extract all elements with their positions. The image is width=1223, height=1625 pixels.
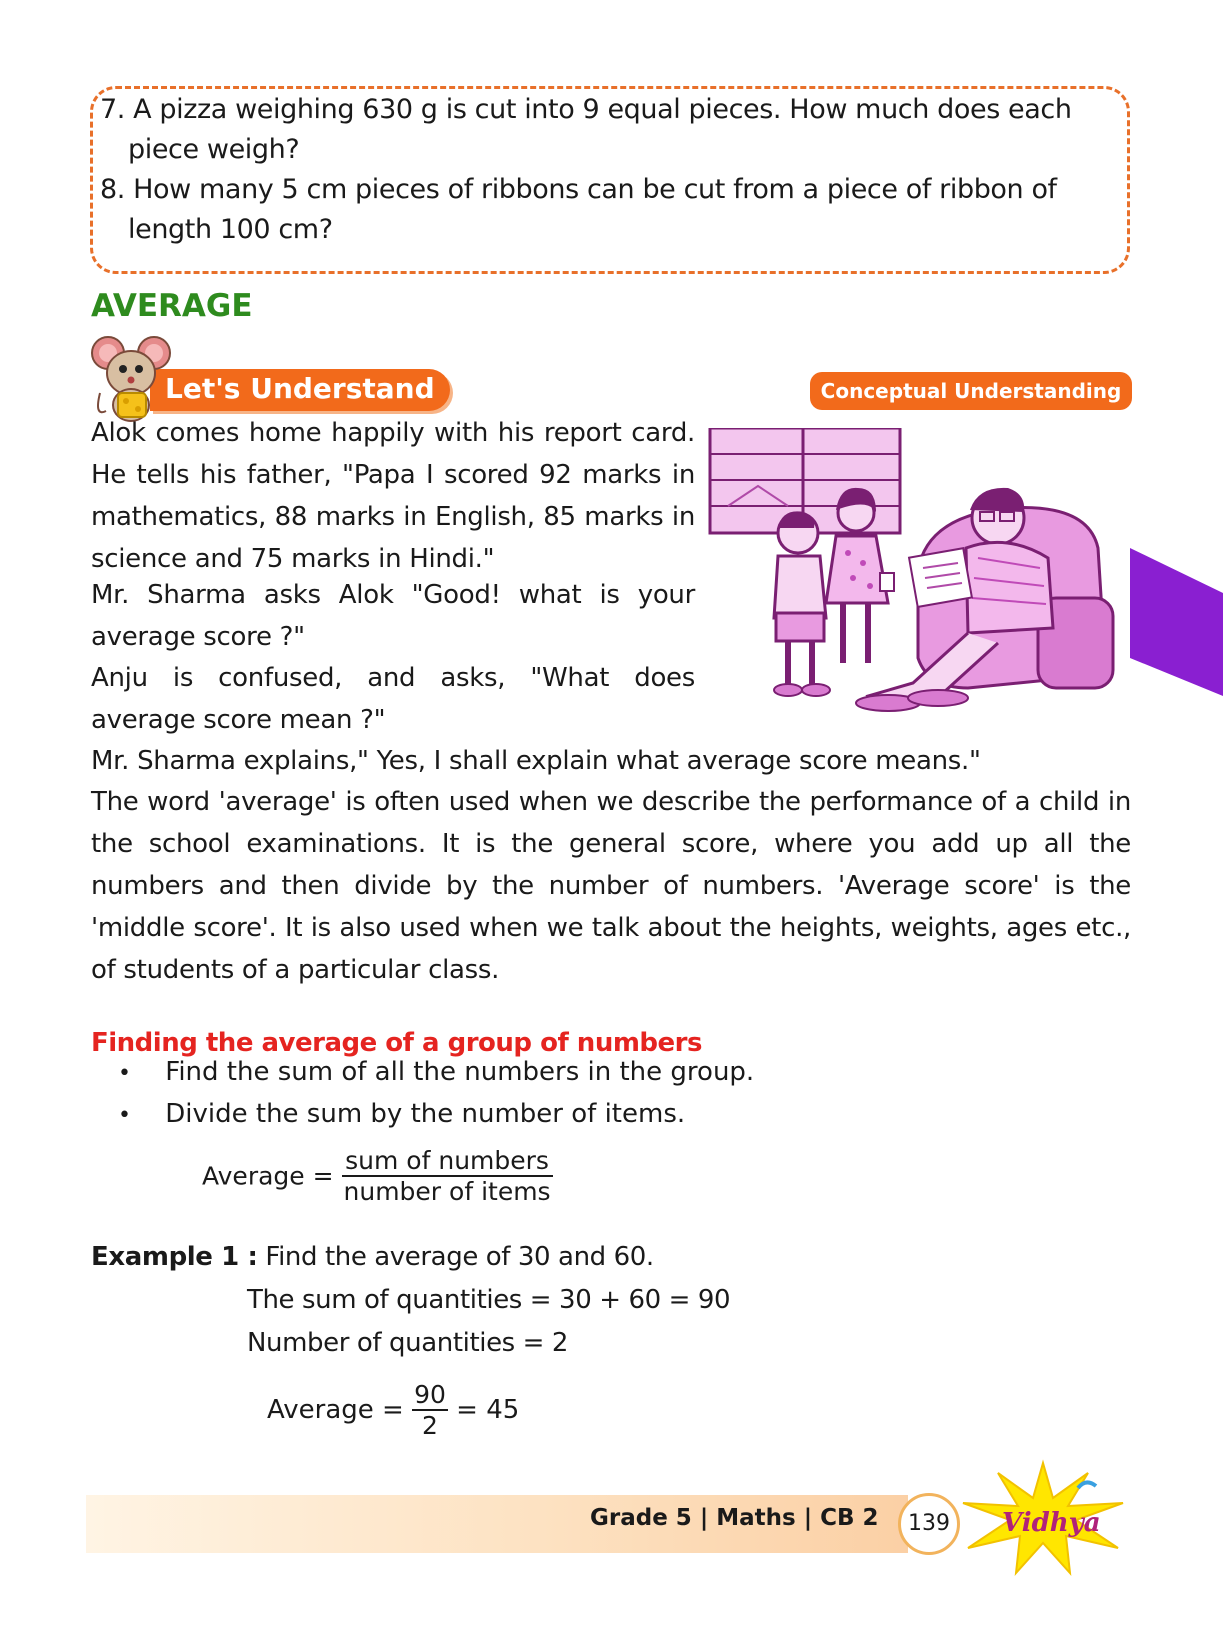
story-paragraph-2: Mr. Sharma asks Alok "Good! what is your average score ?" — [91, 580, 695, 652]
bullet-text-1: Find the sum of all the numbers in the group. — [165, 1057, 755, 1087]
page-number: 139 — [898, 1493, 960, 1555]
story-paragraph-4: Mr. Sharma explains," Yes, I shall explain what average score means." — [91, 746, 981, 776]
example-1 — [91, 1242, 654, 1272]
bullet-dot-icon: • — [118, 1061, 131, 1086]
example-denominator: 2 — [422, 1411, 438, 1440]
example-fraction — [412, 1380, 448, 1440]
story-paragraph-5: The word 'average' is often used when we describe the performance of a child in the school examinations. It is the general score, where you add up all the numbers and then divide by the number of numbers. 'Average score' is the 'middle score'. It is also used when we talk about the heights, weights, ages etc., of students of a particular class. — [91, 787, 1131, 985]
story-paragraph-1: Alok comes home happily with his report card. He tells his father, "Papa I scored 92 marks in mathematics, 88 marks in English, 85 marks in science and 75 marks in Hindi." — [91, 418, 695, 574]
mouse-mascot-icon — [88, 333, 176, 423]
example-question: Find the average of 30 and 60. — [265, 1242, 654, 1272]
example-label: Example 1 : — [91, 1242, 258, 1272]
side-page-tab — [1130, 548, 1223, 696]
question-8-line1: 8. How many 5 cm pieces of ribbons can be cut from a piece of ribbon of — [100, 174, 1057, 205]
example-sum-line: The sum of quantities = 30 + 60 = 90 — [247, 1285, 731, 1315]
example-count-line: Number of quantities = 2 — [247, 1328, 569, 1358]
average-formula — [202, 1146, 553, 1206]
logo-label: Vidhya — [1002, 1508, 1101, 1538]
formula-denominator: number of items — [343, 1177, 551, 1206]
formula-fraction — [342, 1146, 553, 1206]
footer-text: Grade 5 | Maths | CB 2 — [590, 1505, 879, 1531]
example-average-lhs: Average = — [267, 1395, 404, 1425]
example-numerator: 90 — [414, 1380, 446, 1409]
formula-lhs: Average = — [202, 1161, 334, 1191]
bullet-dot-icon: • — [118, 1103, 131, 1128]
father-children-illustration — [708, 428, 1128, 728]
story-paragraph-3: Anju is confused, and asks, "What does average score mean ?" — [91, 663, 695, 735]
formula-numerator: sum of numbers — [342, 1146, 553, 1177]
question-8-line2: length 100 cm? — [128, 214, 333, 245]
example-average — [267, 1380, 519, 1440]
section-title: AVERAGE — [91, 288, 253, 324]
example-average-rhs: = 45 — [456, 1395, 520, 1425]
question-7-line1: 7. A pizza weighing 630 g is cut into 9 equal pieces. How much does each — [100, 94, 1072, 125]
conceptual-understanding-tag: Conceptual Understanding — [810, 372, 1132, 410]
bullet-item — [118, 1052, 754, 1094]
question-7-line2: piece weigh? — [128, 134, 300, 165]
bullet-text-2: Divide the sum by the number of items. — [165, 1099, 686, 1129]
banner-label: Let's Understand — [165, 372, 435, 405]
bullet-item — [118, 1094, 685, 1136]
finding-average-heading: Finding the average of a group of numbers — [91, 1028, 702, 1058]
